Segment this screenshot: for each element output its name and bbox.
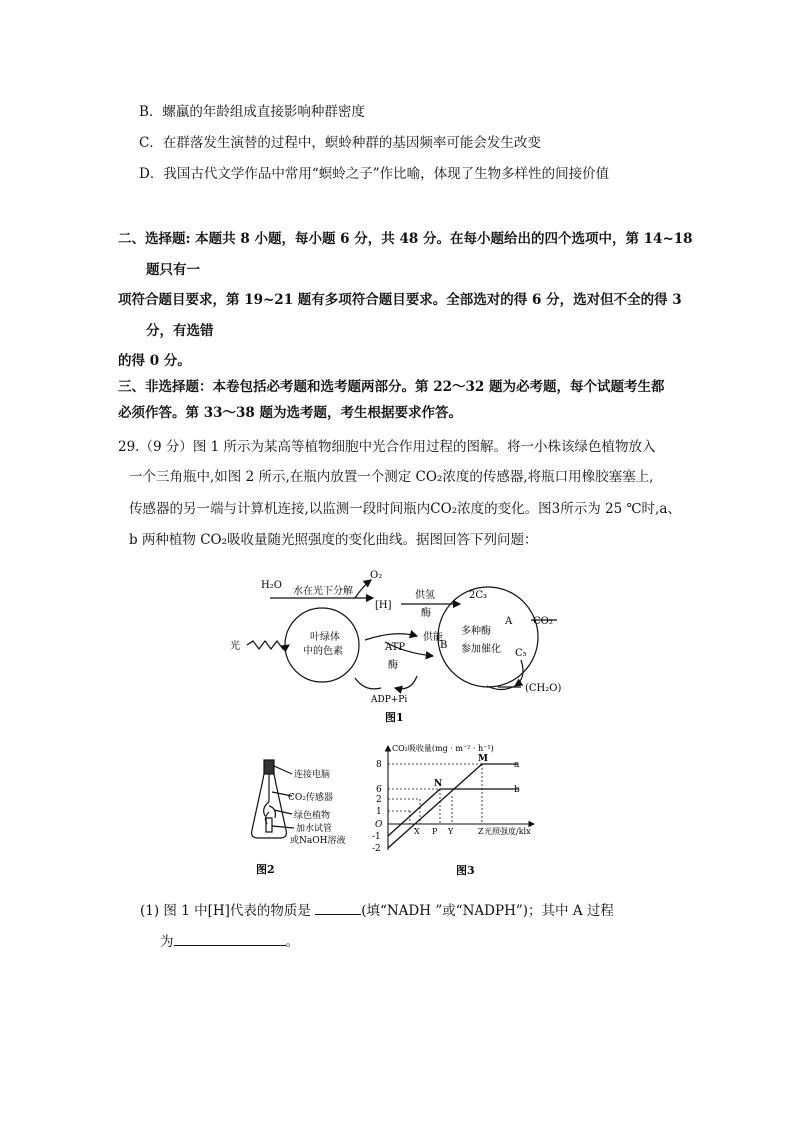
fig3-point-n: N <box>434 779 443 789</box>
section3-line1: 三、非选择题：本卷包括必考题和选考题两部分。第 22～32 题为必考题，每个试题考生都 <box>118 379 665 395</box>
q29-sub1-a: (1) 图 1 中[H]代表的物质是 <box>140 903 311 919</box>
q29-line3: 传感器的另一端与计算机连接,以监测一段时间瓶内CO₂浓度的变化。图3所示为 25 ℃时,a、 <box>129 501 681 517</box>
fig1-pigment2: 中的色素 <box>303 646 343 657</box>
fig3-ytick-1: 1 <box>376 807 382 817</box>
figure-2 <box>250 752 360 877</box>
answer-blank-2[interactable] <box>174 933 286 946</box>
fig1-enzyme: 酶 <box>388 660 398 671</box>
fig1-h: [H] <box>375 600 392 611</box>
q29-sub1-line1 <box>140 902 614 920</box>
fig3-ytick-o: O <box>375 820 383 830</box>
fig3-ytick-2: 2 <box>376 795 382 805</box>
fig2-tube2: 或NaOH溶液 <box>290 836 346 846</box>
fig1-supply-h1: 供氢 <box>415 590 435 601</box>
figure-3 <box>368 738 568 878</box>
fig1-atp: ATP <box>385 642 406 653</box>
fig1-h2o: H₂O <box>261 580 282 591</box>
fig3-series-b: b <box>514 785 520 795</box>
q29-sub1-b: (填“NADH ”或“NADPH”)；其中 A 过程 <box>361 903 614 919</box>
fig1-o2: O₂ <box>370 570 383 581</box>
fig3-xtick-y: Y <box>448 827 454 836</box>
answer-blank-1[interactable] <box>315 902 361 915</box>
q29-line1: 29.（9 分）图 1 所示为某高等植物细胞中光合作用过程的图解。将一小株该绿色植物放入 <box>118 439 656 455</box>
fig1-caption: 图1 <box>385 711 404 724</box>
fig1-multi1: 多种酶 <box>461 626 491 637</box>
option-c: C．在群落发生演替的过程中，螟蛉种群的基因频率可能会发生改变 <box>139 135 541 151</box>
fig2-tube1: 加水试管 <box>296 824 333 834</box>
fig2-plant: 绿色植物 <box>294 811 331 821</box>
section2-line4: 分，有选错 <box>146 323 214 339</box>
figure-1 <box>225 568 565 728</box>
section2-line3: 项符合题目要求，第 19~21 题有多项符合题目要求。全部选对的得 6 分，选对但不全的得 3 <box>118 292 682 308</box>
fig3-ylabel: CO₂吸收量(mg · m⁻² · h⁻¹) <box>392 744 494 753</box>
section2-line5: 的得 0 分。 <box>118 353 191 369</box>
fig1-ch2o: (CH₂O) <box>525 683 562 694</box>
fig3-caption: 图3 <box>456 864 475 877</box>
fig1-a: A <box>505 616 513 627</box>
fig3-ytick-8: 8 <box>376 760 382 770</box>
fig1-c5: C₅ <box>515 648 527 659</box>
fig2-sensor: CO₂传感器 <box>288 793 333 803</box>
q29-line4: b 两种植物 CO₂吸收量随光照强度的变化曲线。据图回答下列问题： <box>129 532 538 548</box>
fig1-supply-e: 供能 <box>423 632 443 643</box>
fig2-computer: 连接电脑 <box>294 770 331 780</box>
q29-sub1-c: 为 <box>160 934 174 950</box>
fig3-xtick-p: P <box>432 827 438 836</box>
fig1-light: 光 <box>230 641 240 652</box>
fig3-ytick-6: 6 <box>376 785 382 795</box>
fig1-split: 水在光下分解 <box>293 586 353 597</box>
section3-line2: 必须作答。第 33～38 题为选考题，考生根据要求作答。 <box>118 405 462 421</box>
fig1-supply-h2: 酶 <box>421 608 431 619</box>
fig3-xtick-z: Z <box>478 827 484 836</box>
fig1-c3: 2C₃ <box>469 590 488 601</box>
option-b: B．螺蠃的年龄组成直接影响种群密度 <box>139 104 365 120</box>
fig3-ytick-neg1: -1 <box>372 832 381 842</box>
fig1-multi2: 参加催化 <box>461 644 501 655</box>
section2-line2: 题只有一 <box>146 262 200 278</box>
fig1-b: B <box>440 640 448 651</box>
q29-sub1-line2 <box>160 933 299 951</box>
q29-sub1-d: 。 <box>285 934 299 950</box>
fig1-co2: CO₂ <box>533 616 553 627</box>
fig1-pigment1: 叶绿体 <box>310 632 340 643</box>
fig3-xtick-x: X <box>414 827 420 836</box>
fig1-adp: ADP+Pi <box>371 695 408 705</box>
fig3-series-a: a <box>514 760 520 770</box>
q29-line2: 一个三角瓶中,如图 2 所示,在瓶内放置一个测定 CO₂浓度的传感器,将瓶口用橡胶塞塞上, <box>129 469 654 485</box>
fig2-caption: 图2 <box>256 863 275 876</box>
fig3-xlabel: 光照强度/klx <box>484 827 531 836</box>
section2-line1: 二、选择题: 本题共 8 小题，每小题 6 分，共 48 分。在每小题给出的四个选项中，第 14~18 <box>118 231 693 247</box>
fig3-point-m: M <box>478 754 488 764</box>
fig3-ytick-neg2: -2 <box>372 844 381 854</box>
option-d: D．我国古代文学作品中常用“螟蛉之子”作比喻，体现了生物多样性的间接价值 <box>139 166 610 182</box>
